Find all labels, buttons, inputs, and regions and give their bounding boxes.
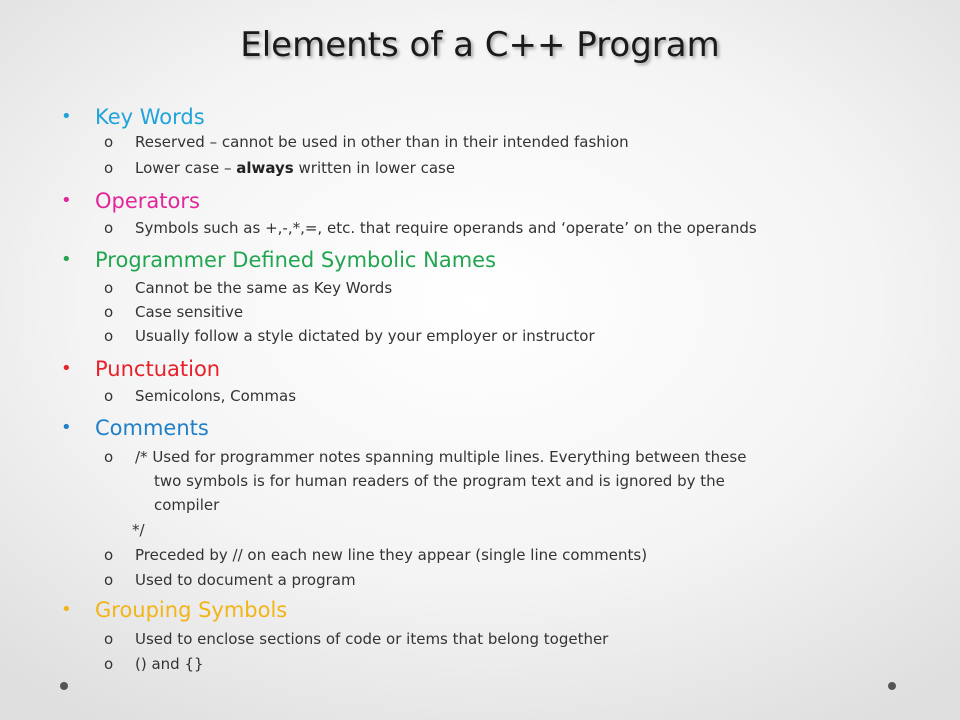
slide-title: Elements of a C++ Program	[240, 25, 720, 65]
list-item-text: /* Used for programmer notes spanning multiple lines. Everything between these	[135, 448, 747, 466]
sub-bullet-icon: o	[104, 159, 114, 177]
list-item	[104, 653, 204, 676]
list-item-text: Case sensitive	[135, 303, 244, 321]
bullet-icon: •	[61, 358, 72, 379]
bullet-icon: •	[61, 599, 72, 620]
sub-bullet-icon: o	[104, 655, 114, 673]
heading-punctuation	[61, 355, 221, 383]
sub-bullet-icon: o	[104, 571, 114, 589]
list-item	[104, 446, 747, 469]
heading-key-words	[61, 103, 205, 131]
list-item-text: Preceded by // on each new line they appear (single line comments)	[135, 546, 648, 564]
list-item-text: Usually follow a style dictated by your employer or instructor	[135, 327, 595, 345]
heading-symbolic-names	[61, 246, 497, 274]
bullet-icon: •	[61, 190, 72, 211]
list-item	[104, 301, 244, 324]
heading-label: Grouping Symbols	[95, 598, 288, 622]
list-item-text: Semicolons, Commas	[135, 387, 297, 405]
list-item-continuation: compiler	[154, 496, 220, 514]
decorative-dot-icon	[888, 682, 896, 690]
bullet-icon: •	[61, 417, 72, 438]
list-item	[104, 277, 393, 300]
heading-label: Programmer Defined Symbolic Names	[95, 248, 497, 272]
list-item-text: Used to enclose sections of code or items that belong together	[135, 630, 609, 648]
list-item	[104, 569, 356, 592]
list-item	[104, 131, 629, 154]
list-item-text: () and {}	[135, 655, 204, 673]
list-item	[104, 217, 757, 240]
sub-bullet-icon: o	[104, 133, 114, 151]
list-item-emphasis: always	[236, 159, 294, 177]
list-item	[104, 325, 595, 348]
decorative-dot-icon	[60, 682, 68, 690]
list-item-text: Reserved – cannot be used in other than in their intended fashion	[135, 133, 629, 151]
bullet-icon: •	[61, 249, 72, 270]
list-item-text-after: written in lower case	[293, 159, 456, 177]
heading-grouping-symbols	[61, 596, 288, 624]
heading-comments	[61, 414, 209, 442]
list-item-text-before: Lower case –	[135, 159, 237, 177]
heading-label: Key Words	[95, 105, 205, 129]
sub-bullet-icon: o	[104, 303, 114, 321]
list-item-text: Symbols such as +,-,*,=, etc. that require operands and ‘operate’ on the operands	[135, 219, 757, 237]
sub-bullet-icon: o	[104, 327, 114, 345]
heading-operators	[61, 187, 200, 215]
sub-bullet-icon: o	[104, 546, 114, 564]
sub-bullet-icon: o	[104, 219, 114, 237]
list-item-continuation: two symbols is for human readers of the program text and is ignored by the	[154, 472, 725, 490]
sub-bullet-icon: o	[104, 279, 114, 297]
list-item	[104, 628, 609, 651]
comment-close-symbol: */	[132, 521, 145, 539]
list-item	[104, 157, 456, 180]
heading-label: Operators	[95, 189, 200, 213]
sub-bullet-icon: o	[104, 387, 114, 405]
list-item-text: Used to document a program	[135, 571, 356, 589]
heading-label: Comments	[95, 416, 209, 440]
sub-bullet-icon: o	[104, 448, 114, 466]
list-item	[104, 544, 648, 567]
bullet-icon: •	[61, 106, 72, 127]
sub-bullet-icon: o	[104, 630, 114, 648]
list-item-text: Cannot be the same as Key Words	[135, 279, 393, 297]
heading-label: Punctuation	[95, 357, 221, 381]
list-item	[104, 385, 297, 408]
